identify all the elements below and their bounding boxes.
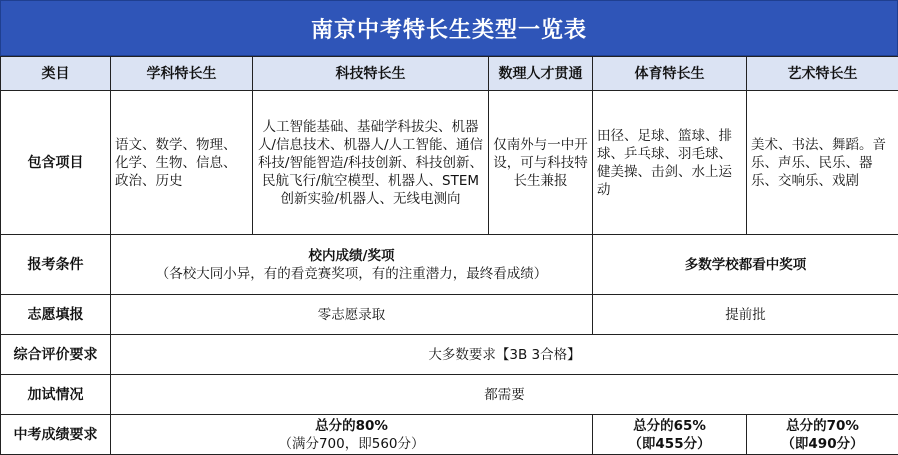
application-row (1, 295, 898, 335)
score-left-main: 总分的80% (115, 417, 588, 435)
requirements-main: 校内成绩/奖项 (115, 247, 588, 265)
page-title: 南京中考特长生类型一览表 (0, 0, 898, 56)
score-arts (747, 415, 898, 455)
requirements-row (1, 235, 898, 295)
score-left (111, 415, 593, 455)
score-row (1, 415, 898, 455)
score-arts-sub: （即490分） (751, 435, 894, 453)
extra-test-value: 都需要 (111, 375, 898, 415)
math-science-items: 仅南外与一中开设，可与科技特长生兼报 (489, 91, 593, 235)
header-sports: 体育特长生 (593, 57, 747, 91)
header-row (1, 57, 898, 91)
evaluation-value: 大多数要求【3B 3合格】 (111, 335, 898, 375)
evaluation-row (1, 335, 898, 375)
score-sports-main: 总分的65% (597, 417, 742, 435)
score-arts-main: 总分的70% (751, 417, 894, 435)
requirements-label: 报考条件 (1, 235, 111, 295)
application-right: 提前批 (593, 295, 898, 335)
extra-test-row (1, 375, 898, 415)
extra-test-label: 加试情况 (1, 375, 111, 415)
header-academic: 学科特长生 (111, 57, 253, 91)
header-arts: 艺术特长生 (747, 57, 898, 91)
evaluation-label: 综合评价要求 (1, 335, 111, 375)
score-left-sub: （满分700，即560分） (115, 435, 588, 453)
tech-items: 人工智能基础、基础学科拔尖、机器人/信息技术、机器人/人工智能、通信科技/智能智造/科技创新、科技创新、民航飞行/航空模型、机器人、STEM创新实验/机器人、无线电测向 (253, 91, 489, 235)
items-label: 包含项目 (1, 91, 111, 235)
sports-items: 田径、足球、篮球、排球、乒乓球、羽毛球、健美操、击剑、水上运动 (593, 91, 747, 235)
application-left: 零志愿录取 (111, 295, 593, 335)
header-tech: 科技特长生 (253, 57, 489, 91)
score-sports (593, 415, 747, 455)
requirements-right: 多数学校都看中奖项 (593, 235, 898, 295)
requirements-left (111, 235, 593, 295)
academic-items: 语文、数学、物理、化学、生物、信息、政治、历史 (111, 91, 253, 235)
header-math-science: 数理人才贯通 (489, 57, 593, 91)
application-label: 志愿填报 (1, 295, 111, 335)
arts-items: 美术、书法、舞蹈。音乐、声乐、民乐、器乐、交响乐、戏剧 (747, 91, 898, 235)
score-label: 中考成绩要求 (1, 415, 111, 455)
score-sports-sub: （即455分） (597, 435, 742, 453)
items-row (1, 91, 898, 235)
requirements-sub: （各校大同小异，有的看竞赛奖项，有的注重潜力，最终看成绩） (115, 265, 588, 283)
header-category: 类目 (1, 57, 111, 91)
specialty-table (0, 56, 898, 455)
